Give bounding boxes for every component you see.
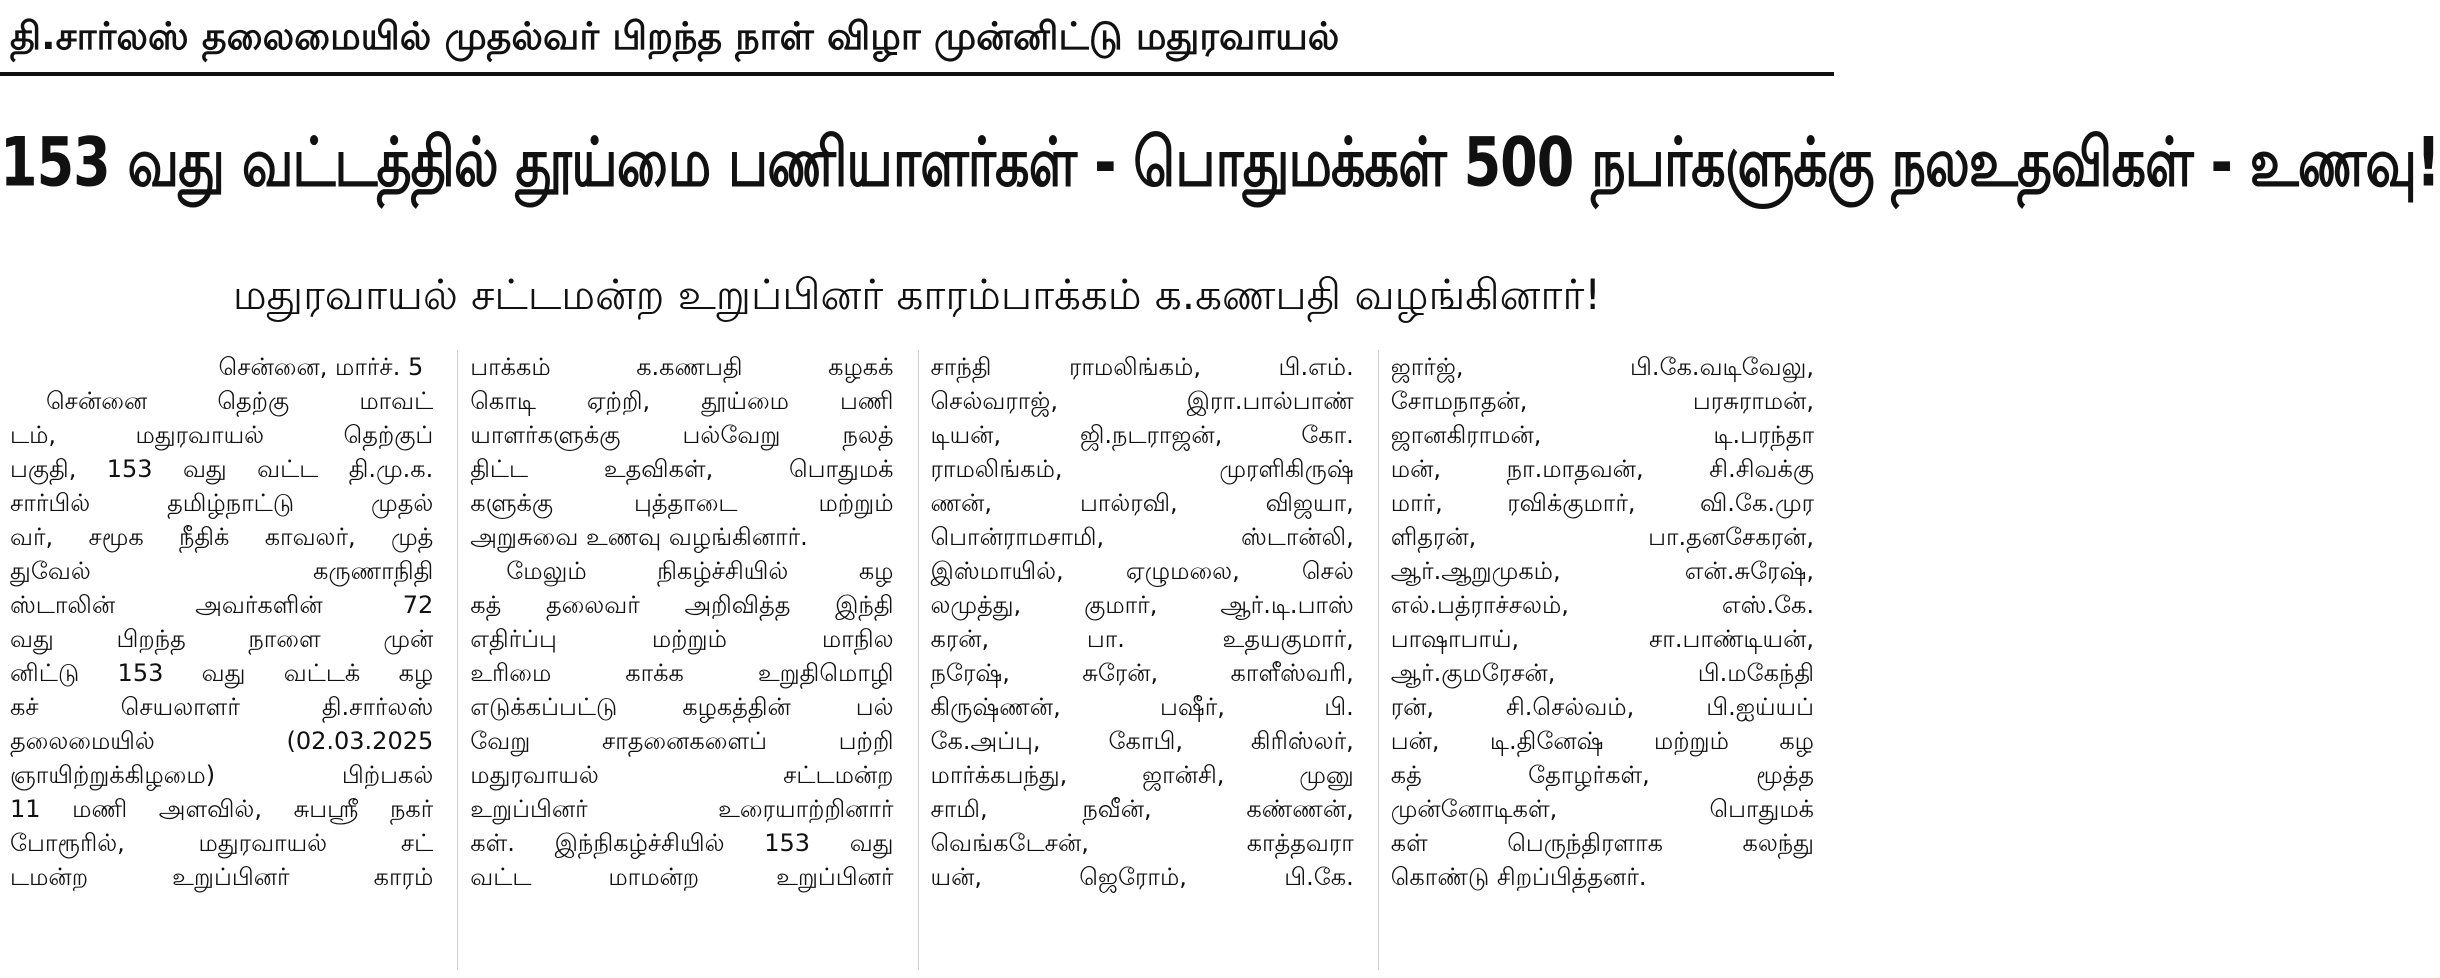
body-line: மார், ரவிக்குமார், வி.கே.முர <box>1390 489 1814 517</box>
kicker-divider <box>0 72 1834 76</box>
body-line: அறுசுவை உணவு வழங்கினார். <box>470 523 808 551</box>
body-line: ரன், சி.செல்வம், பி.ஐய்யப் <box>1390 693 1814 721</box>
kicker-line: தி.சார்லஸ் தலைமையில் முதல்வர் பிறந்த நாள் விழா முன்னிட்டு மதுரவாயல் <box>10 14 1340 58</box>
body-line: டம், மதுரவாயல் தெற்குப் <box>10 421 434 449</box>
body-line: ஆர்.ஆறுமுகம், என்.சுரேஷ், <box>1390 557 1814 585</box>
body-line: மார்க்கபந்து, ஜான்சி, முனு <box>930 761 1354 789</box>
body-line: சார்பில் தமிழ்நாட்டு முதல் <box>10 489 434 517</box>
body-line: நரேஷ், சுரேன், காளீஸ்வரி, <box>930 659 1354 687</box>
body-line: பாக்கம் க.கணபதி கழகக் <box>470 353 894 381</box>
body-line: வெங்கடேசன், காத்தவரா <box>930 829 1354 857</box>
body-line: பாஷாபாய், சா.பாண்டியன், <box>1390 625 1814 653</box>
body-line: உரிமை காக்க உறுதிமொழி <box>470 659 894 687</box>
article-column-1 <box>10 350 443 970</box>
body-line: உறுப்பினர் உரையாற்றினார் <box>470 795 894 823</box>
body-line: வேறு சாதனைகளைப் பற்றி <box>470 727 894 755</box>
body-line: இஸ்மாயில், ஏழுமலை, செல் <box>930 557 1354 585</box>
body-line: தலைமையில் (02.03.2025 <box>10 727 434 755</box>
body-line: எதிர்ப்பு மற்றும் மாநில <box>470 625 894 653</box>
body-line: எல்.பத்ராச்சலம், எஸ்.கே. <box>1390 591 1814 619</box>
body-line: ஜானகிராமன், டி.பரந்தா <box>1390 421 1814 449</box>
body-line: கொடி ஏற்றி, தூய்மை பணி <box>470 387 894 415</box>
body-line: எடுக்கப்பட்டு கழகத்தின் பல் <box>470 693 894 721</box>
body-line: சோமநாதன், பரசுராமன், <box>1390 387 1814 415</box>
body-line: மதுரவாயல் சட்டமன்ற <box>470 761 894 789</box>
body-line: ளிதரன், பா.தனசேகரன், <box>1390 523 1814 551</box>
body-line: டியன், ஜி.நடராஜன், கோ. <box>930 421 1354 449</box>
body-line: ஸ்டாலின் அவர்களின் 72 <box>10 591 434 619</box>
body-line: ஜார்ஜ், பி.கே.வடிவேலு, <box>1390 353 1814 381</box>
body-line: 11 மணி அளவில், சுபஸ்ரீ நகர் <box>10 795 434 823</box>
body-line: கே.அப்பு, கோபி, கிரிஸ்லர், <box>930 727 1354 755</box>
body-line: ணன், பால்ரவி, விஜயா, <box>930 489 1354 517</box>
body-line: சென்னை தெற்கு மாவட் <box>46 387 434 415</box>
article-body <box>10 350 1824 970</box>
article-column-3 <box>918 350 1364 970</box>
body-line: களுக்கு புத்தாடை மற்றும் <box>470 489 894 517</box>
body-line: கச் செயலாளர் தி.சார்லஸ் <box>10 693 434 721</box>
body-line: பன், டி.தினேஷ் மற்றும் கழ <box>1390 727 1814 755</box>
body-line: யன், ஜெரோம், பி.கே. <box>930 863 1354 891</box>
subheadline: மதுரவாயல் சட்டமன்ற உறுப்பினர் காரம்பாக்கம் க.கணபதி வழங்கினார்! <box>232 270 1602 319</box>
body-line: கத் தோழர்கள், மூத்த <box>1390 761 1814 789</box>
body-line: சாமி, நவீன், கண்ணன், <box>930 795 1354 823</box>
article-column-4 <box>1378 350 1824 970</box>
body-line: னிட்டு 153 வது வட்டக் கழ <box>10 659 434 687</box>
body-line: ஆர்.குமரேசன், பி.மகேந்தி <box>1390 659 1814 687</box>
body-line: வட்ட மாமன்ற உறுப்பினர் <box>470 863 894 891</box>
body-line: பொன்ராமசாமி, ஸ்டான்லி, <box>930 523 1354 551</box>
article-column-2 <box>457 350 903 970</box>
body-line: ராமலிங்கம், முரளிகிருஷ் <box>930 455 1354 483</box>
body-line: சாந்தி ராமலிங்கம், பி.எம். <box>930 353 1354 381</box>
body-line: முன்னோடிகள், பொதுமக் <box>1390 795 1814 823</box>
body-line: ஞாயிற்றுக்கிழமை) பிற்பகல் <box>10 761 434 789</box>
body-line: கள். இந்நிகழ்ச்சியில் 153 வது <box>470 829 894 857</box>
body-line: கொண்டு சிறப்பித்தனர். <box>1390 863 1647 891</box>
body-line: கத் தலைவர் அறிவித்த இந்தி <box>470 591 894 619</box>
headline: 153 வது வட்டத்தில் தூய்மை பணியாளர்கள் - பொதுமக்கள் 500 நபர்களுக்கு நலஉதவிகள் - உணவு! <box>0 123 2440 202</box>
body-line: வர், சமூக நீதிக் காவலர், முத் <box>10 523 434 551</box>
body-line: மேலும் நிகழ்ச்சியில் கழ <box>506 557 894 585</box>
body-line: பகுதி, 153 வது வட்ட தி.மு.க. <box>10 455 434 483</box>
body-line: லமுத்து, குமார், ஆர்.டி.பாஸ் <box>930 591 1354 619</box>
body-line: துவேல் கருணாநிதி <box>10 557 434 585</box>
body-line: வது பிறந்த நாளை முன் <box>10 625 434 653</box>
body-line: போரூரில், மதுரவாயல் சட் <box>10 829 434 857</box>
body-line: யாளர்களுக்கு பல்வேறு நலத் <box>470 421 894 449</box>
body-line: செல்வராஜ், இரா.பால்பாண் <box>930 387 1354 415</box>
body-line: டமன்ற உறுப்பினர் காரம் <box>10 863 434 891</box>
body-line: மன், நா.மாதவன், சி.சிவக்கு <box>1390 455 1814 483</box>
body-line: கிருஷ்ணன், பஷீர், பி. <box>930 693 1354 721</box>
body-line: கள் பெருந்திரளாக கலந்து <box>1390 829 1814 857</box>
body-line: கரன், பா. உதயகுமார், <box>930 625 1354 653</box>
dateline: சென்னை, மார்ச். 5 <box>218 353 424 381</box>
body-line: திட்ட உதவிகள், பொதுமக் <box>470 455 894 483</box>
